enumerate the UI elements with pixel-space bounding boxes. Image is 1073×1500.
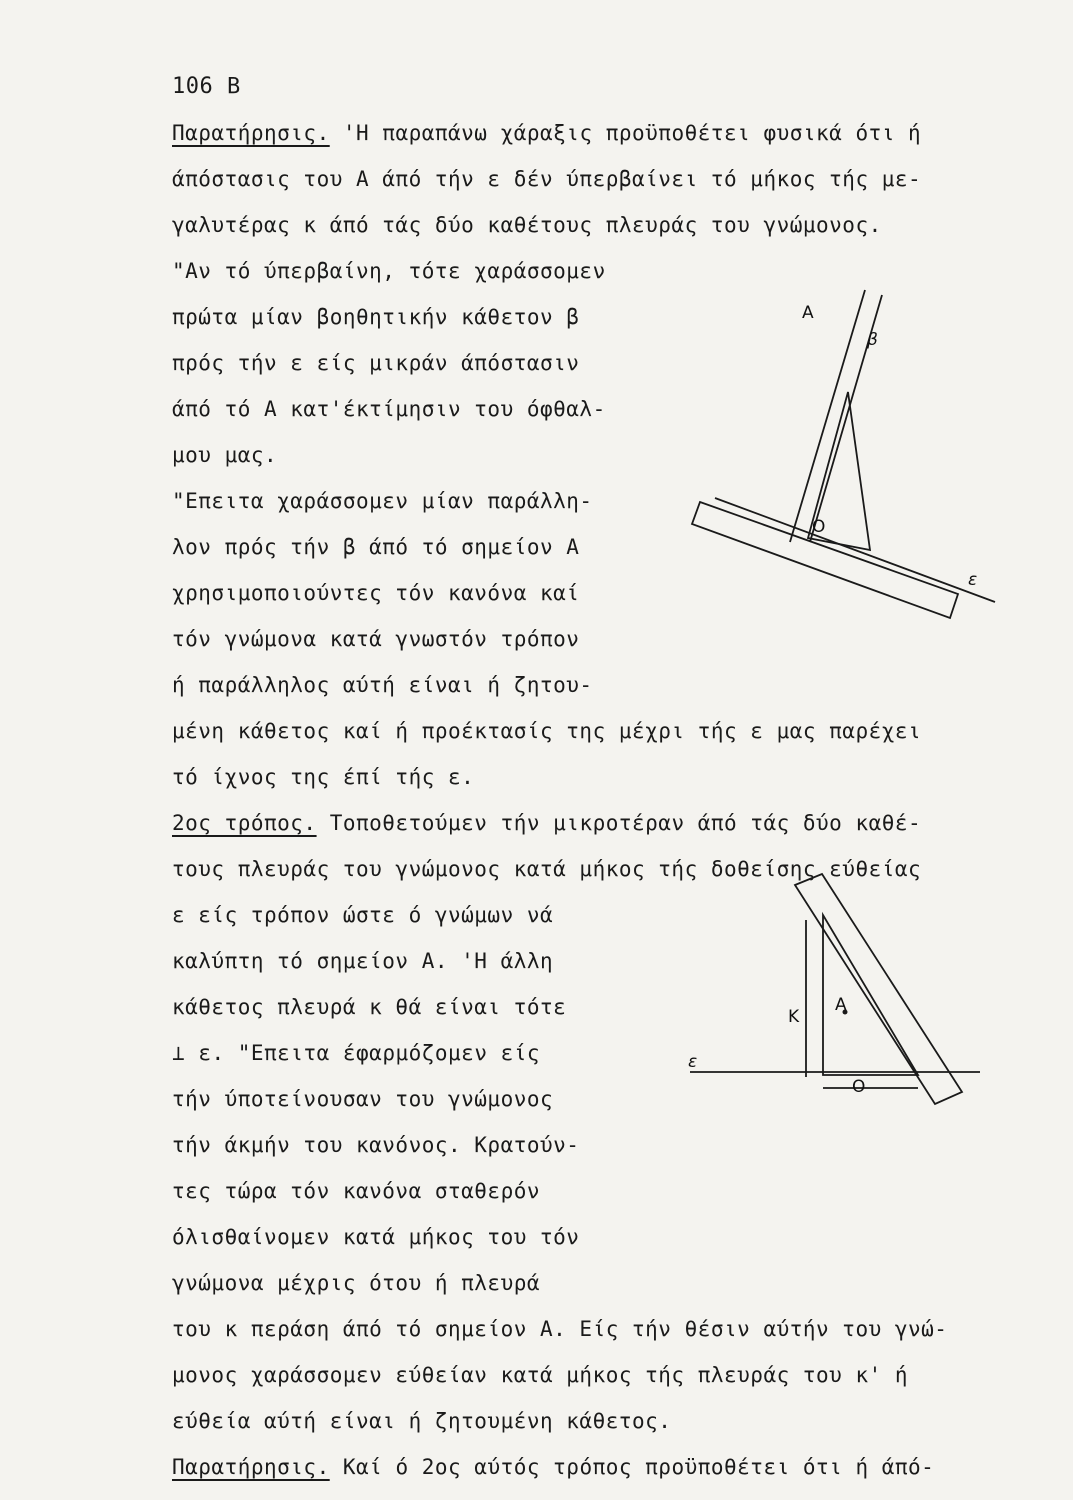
text-line-10: λον πρός τήν β άπό τό σημείον Α bbox=[172, 535, 580, 559]
text-line-5: πρώτα μίαν βοηθητικήν κάθετον β bbox=[172, 305, 580, 329]
figure-2-diagram bbox=[680, 860, 1000, 1160]
text-line-7: άπό τό Α κατ'έκτίμησιν του όφθαλ- bbox=[172, 397, 606, 421]
text-line-30 bbox=[172, 1454, 934, 1480]
text-line-22: τήν ύποτείνουσαν του γνώμονος bbox=[172, 1087, 554, 1111]
text-line-6: πρός τήν ε είς μικράν άπόστασιν bbox=[172, 351, 580, 375]
text-line-28: μονος χαράσσομεν εύθείαν κατά μήκος τής πλευράς του κ' ή bbox=[172, 1363, 909, 1387]
text-line-12: τόν γνώμονα κατά γνωστόν τρόπον bbox=[172, 627, 580, 651]
text-line-16 bbox=[172, 810, 921, 836]
text-line-13: ή παράλληλος αύτή είναι ή ζητου- bbox=[172, 673, 593, 697]
perpendicular-symbol: ⊥ bbox=[172, 1041, 186, 1065]
label-K: Κ bbox=[788, 1007, 800, 1027]
text-line-8: μου μας. bbox=[172, 443, 278, 467]
text-line-16-rest: Τοποθετούμεν τήν μικροτέραν άπό τάς δύο καθέ- bbox=[329, 811, 922, 835]
text-line-21 bbox=[172, 1040, 540, 1066]
text-line-14: μένη κάθετος καί ή προέκτασίς της μέχρι τής ε μας παρέχει bbox=[172, 719, 922, 743]
text-line-23: τήν άκμήν του κανόνος. Κρατούν- bbox=[172, 1133, 580, 1157]
line-e bbox=[715, 498, 995, 602]
text-line-2: άπόστασις του Α άπό τήν ε δέν ύπερβαίνει τό μήκος τής με- bbox=[172, 167, 922, 191]
text-line-18: ε είς τρόπον ώστε ό γνώμων νά bbox=[172, 903, 554, 927]
label-e: ε bbox=[688, 1052, 698, 1072]
method-2-heading: 2ος τρόπος. bbox=[172, 811, 317, 835]
label-O: Ο bbox=[852, 1077, 866, 1097]
label-A: Α bbox=[835, 995, 847, 1015]
line-through-A bbox=[790, 290, 865, 542]
text-line-1-rest: 'Η παραπάνω χάραξις προϋποθέτει φυσικά ότι ή bbox=[342, 121, 922, 145]
label-O: Ο bbox=[812, 517, 826, 537]
remark-heading: Παρατήρησις. bbox=[172, 121, 330, 145]
text-line-3: γαλυτέρας κ άπό τάς δύο καθέτους πλευράς του γνώμονος. bbox=[172, 213, 882, 237]
text-line-29: εύθεία αύτή είναι ή ζητουμένη κάθετος. bbox=[172, 1409, 672, 1433]
remark-heading-2: Παρατήρησις. bbox=[172, 1455, 330, 1479]
text-line-17: τους πλευράς του γνώμονος κατά μήκος τής δοθείσης εύθείας bbox=[172, 857, 922, 881]
text-line-19: καλύπτη τό σημείον Α. 'Η άλλη bbox=[172, 949, 554, 973]
ruler bbox=[795, 874, 962, 1104]
figure-1-diagram bbox=[660, 280, 1010, 620]
text-line-30-rest: Καί ό 2ος αύτός τρόπος προϋποθέτει ότι ή άπό- bbox=[342, 1455, 935, 1479]
text-line-21-rest: ε. "Επειτα έφαρμόζομεν είς bbox=[198, 1041, 541, 1065]
text-line-9: "Επειτα χαράσσομεν μίαν παράλλη- bbox=[172, 489, 593, 513]
text-line-26: γνώμονα μέχρις ότου ή πλευρά bbox=[172, 1271, 541, 1295]
text-line-24: τες τώρα τόν κανόνα σταθερόν bbox=[172, 1179, 541, 1203]
text-line-1 bbox=[172, 120, 921, 146]
text-line-25: όλισθαίνομεν κατά μήκος του τόν bbox=[172, 1225, 580, 1249]
page-number: 106 Β bbox=[172, 74, 241, 99]
text-line-20: κάθετος πλευρά κ θά είναι τότε bbox=[172, 995, 567, 1019]
text-line-4: "Αν τό ύπερβαίνη, τότε χαράσσομεν bbox=[172, 259, 606, 283]
text-line-11: χρησιμοποιούντες τόν κανόνα καί bbox=[172, 581, 580, 605]
text-line-15: τό ίχνος της έπί τής ε. bbox=[172, 765, 475, 789]
label-b: β bbox=[867, 330, 878, 350]
label-A: Α bbox=[802, 303, 814, 323]
text-line-27: του κ περάση άπό τό σημείον Α. Είς τήν θέσιν αύτήν του γνώ- bbox=[172, 1317, 948, 1341]
label-e: ε bbox=[968, 570, 978, 590]
